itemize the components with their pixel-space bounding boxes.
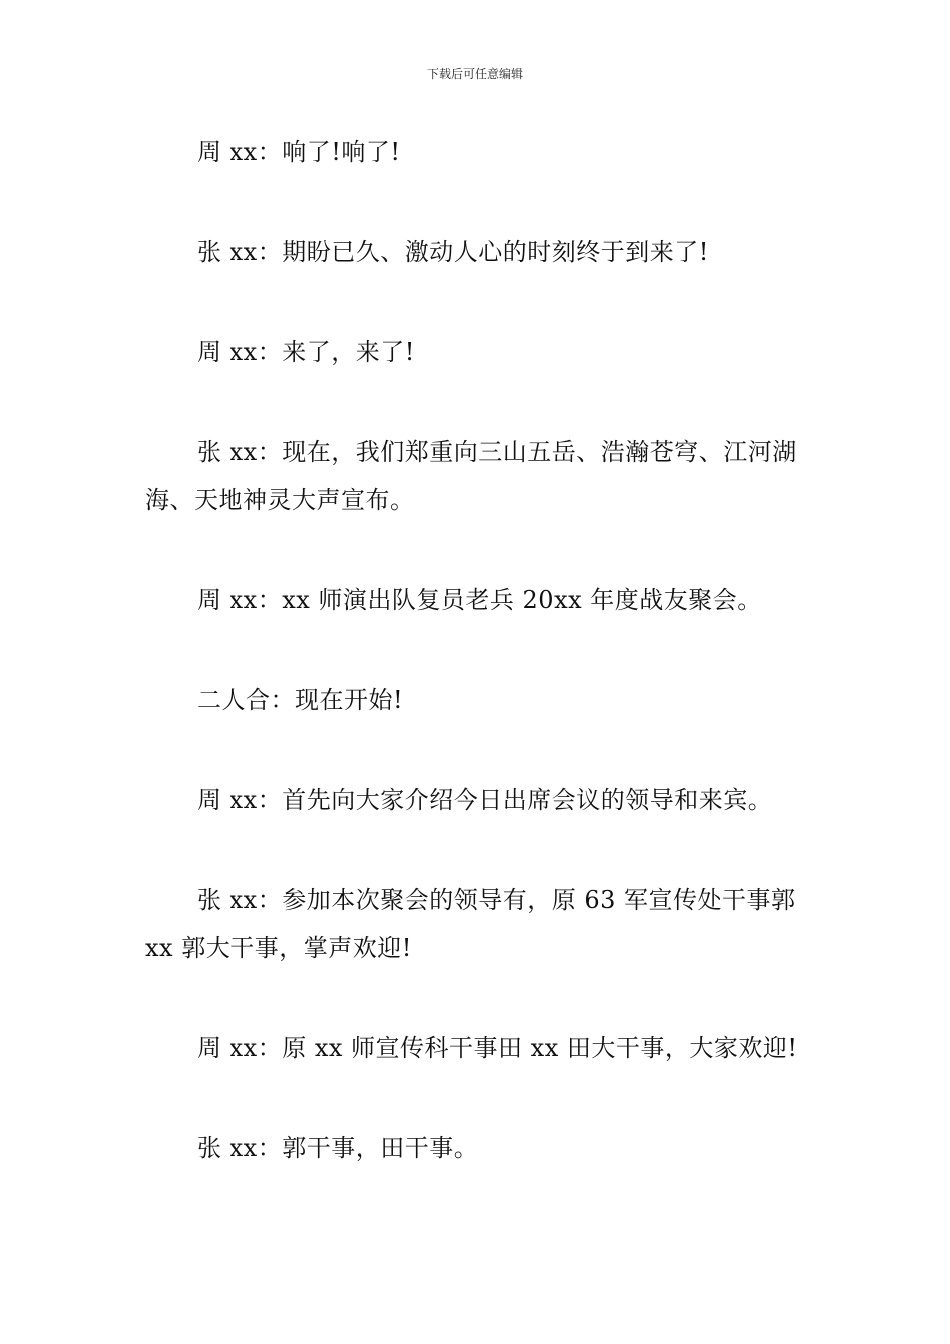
paragraph-10: 张 xx：郭干事，田干事。 [197,1134,479,1162]
document-body [145,128,810,1172]
page-header: 下载后可任意编辑 [426,67,523,81]
paragraph-6: 二人合：现在开始! [197,686,404,714]
paragraph-7: 周 xx：首先向大家介绍今日出席会议的领导和来宾。 [197,786,773,814]
paragraph-8: 张 xx：参加本次聚会的领导有，原 63 军宣传处干事郭 xx 郭大干事，掌声欢迎! [145,886,796,962]
paragraph-4: 张 xx：现在，我们郑重向三山五岳、浩瀚苍穹、江河湖海、天地神灵大声宣布。 [145,438,797,514]
paragraph-9: 周 xx：原 xx 师宣传科干事田 xx 田大干事，大家欢迎! [197,1034,798,1062]
paragraph-1: 周 xx：响了!响了! [197,138,401,166]
paragraph-5: 周 xx：xx 师演出队复员老兵 20xx 年度战友聚会。 [197,586,762,614]
paragraph-3: 周 xx：来了，来了! [197,338,415,366]
paragraph-2: 张 xx：期盼已久、激动人心的时刻终于到来了! [197,238,709,266]
